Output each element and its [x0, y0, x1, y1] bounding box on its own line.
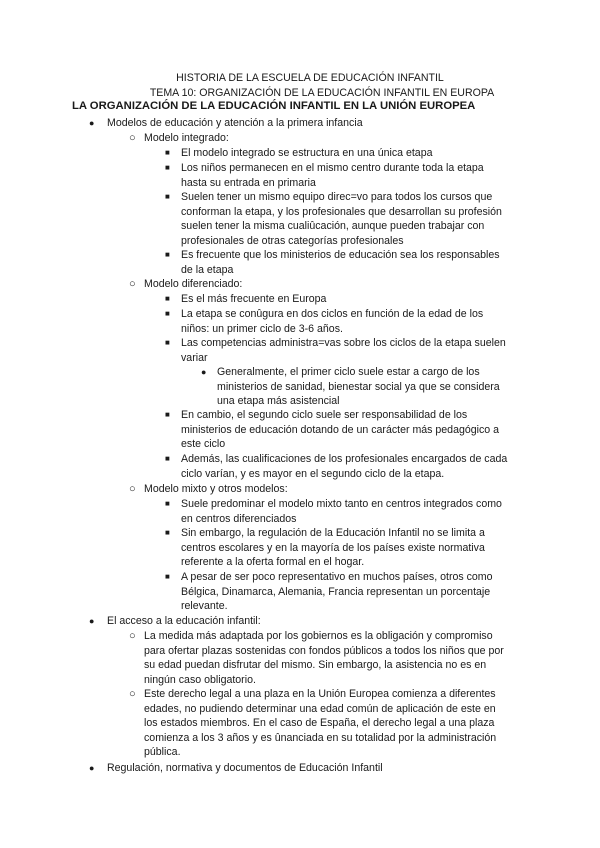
list-item-line: de la etapa [181, 263, 234, 276]
list-item-line: Las competencias administra=vas sobre los ciclos de la etapa suelen [181, 337, 506, 349]
list-item-text: Modelos de educación y atención a la primera infancia [107, 117, 363, 129]
square-bullet-icon: ■ [165, 148, 170, 157]
square-bullet-icon: ■ [165, 192, 170, 201]
square-bullet-icon: ■ [165, 499, 170, 508]
square-bullet-icon: ■ [165, 454, 170, 463]
square-bullet-icon: ■ [165, 250, 170, 259]
list-item-line: comienza a los 3 años y es ûnanciada en su totalidad por la administración [144, 731, 497, 744]
circle-bullet-icon: ○ [129, 132, 136, 144]
list-item-modelos [89, 116, 363, 131]
list-item-line: Bélgica, Dinamarca, Alemania, Francia representan un porcentaje [181, 585, 491, 598]
list-item-line: Este derecho legal a una plaza en la Unión Europea comienza a diferentes [144, 688, 496, 700]
circle-bullet-icon: ○ [129, 630, 136, 642]
list-item-text: Modelo mixto y otros modelos: [144, 483, 288, 495]
list-item [165, 408, 500, 452]
list-item-line: este ciclo [181, 438, 226, 451]
disc-bullet-icon: ● [201, 367, 207, 377]
list-item-modelo-integrado [129, 131, 229, 146]
list-item-text: Modelo integrado: [144, 132, 229, 144]
list-item-line: ministerios de sanidad, bienestar social ya que se considera [217, 380, 500, 393]
list-item-text: Regulación, normativa y documentos de Educación Infantil [107, 762, 383, 774]
list-item-line: referente a la oferta formal en el hogar. [181, 556, 365, 569]
list-item-line: hasta su entrada en primaria [181, 176, 316, 189]
list-item-line: Es frecuente que los ministerios de educación sea los responsables [181, 249, 500, 261]
disc-bullet-icon: ● [89, 763, 95, 773]
list-item-line: En cambio, el segundo ciclo suele ser responsabilidad de los [181, 409, 468, 421]
list-item [165, 161, 484, 190]
disc-bullet-icon: ● [89, 616, 95, 626]
list-item-line: Es el más frecuente en Europa [181, 293, 327, 305]
list-item-acceso [89, 614, 261, 629]
list-item-line: los estados miembros. En el caso de España, el derecho legal a una plaza [144, 717, 495, 730]
list-item-line: para ofertar plazas sostenidas con fondos públicos a todos los niños que por [144, 644, 504, 657]
list-item [165, 146, 433, 161]
list-item-line: su edad puedan disfrutar del mismo. Sin embargo, la asistencia no es en [144, 659, 487, 672]
list-item-line: en centros diferenciados [181, 512, 297, 525]
list-item-line: conforman la etapa, y los profesionales que desarrollan su profesión [181, 205, 502, 218]
square-bullet-icon: ■ [165, 572, 170, 581]
square-bullet-icon: ■ [165, 528, 170, 537]
topic-title: TEMA 10: ORGANIZACIÓN DE LA EDUCACIÓN INFANTIL EN EUROPA [149, 87, 495, 99]
square-bullet-icon: ■ [165, 338, 170, 347]
list-item-line: relevante. [181, 600, 228, 613]
list-item-text: El acceso a la educación infantil: [107, 615, 261, 627]
list-item-regulacion [89, 761, 383, 776]
list-item [165, 336, 506, 365]
list-item-line: El modelo integrado se estructura en una única etapa [181, 147, 433, 159]
list-item-line: Sin embargo, la regulación de la Educación Infantil no se limita a [181, 527, 485, 539]
list-item-line: Los niños permanecen en el mismo centro durante toda la etapa [181, 162, 484, 174]
list-item-line: Suele predominar el modelo mixto tanto en centros integrados como [181, 498, 502, 510]
list-item [165, 292, 327, 307]
square-bullet-icon: ■ [165, 410, 170, 419]
list-item-line: profesionales de otras categorías profesionales [181, 234, 404, 247]
list-item [165, 570, 493, 614]
list-item-line: una etapa más asistencial [217, 395, 340, 408]
list-item-line: edades, no pudiendo determinar una edad común de aplicación de este en [144, 702, 496, 715]
list-item [165, 526, 485, 570]
list-item-line: La medida más adaptada por los gobiernos es la obligación y compromiso [144, 630, 493, 642]
list-item-line: niños: un primer ciclo de 3-6 años. [181, 322, 343, 335]
list-item [129, 687, 497, 760]
list-item-sub [201, 365, 500, 409]
disc-bullet-icon: ● [89, 118, 95, 128]
list-item-line: ministerios de educación dotando de un carácter más pedagógico a [181, 423, 500, 436]
list-item-line: centros escolares y en la mayoría de los países existe normativa [181, 541, 485, 554]
list-item-text: Modelo diferenciado: [144, 278, 243, 290]
list-item-modelo-mixto [129, 482, 288, 497]
list-item-line: ningún caso obligatorio. [144, 673, 256, 686]
list-item [129, 629, 504, 687]
list-item-modelo-diferenciado [129, 277, 243, 292]
list-item-line: A pesar de ser poco representativo en muchos países, otros como [181, 571, 493, 583]
list-item [165, 497, 502, 526]
list-item [165, 248, 500, 277]
list-item [165, 452, 508, 481]
list-item [165, 307, 484, 336]
list-item-line: variar [181, 351, 208, 364]
list-item-line: Además, las cualificaciones de los profesionales encargados de cada [181, 453, 508, 465]
list-item-line: La etapa se conûgura en dos ciclos en función de la edad de los [181, 308, 484, 320]
list-item-line: ciclo varían, y es mayor en el segundo ciclo de la etapa. [181, 467, 445, 480]
square-bullet-icon: ■ [165, 294, 170, 303]
circle-bullet-icon: ○ [129, 278, 136, 290]
list-item-line: pública. [144, 746, 181, 759]
list-item-line: suelen tener la misma cualiûcación, aunque pueden trabajar con [181, 220, 485, 233]
square-bullet-icon: ■ [165, 309, 170, 318]
section-title: LA ORGANIZACIÓN DE LA EDUCACIÓN INFANTIL EN LA UNIÓN EUROPEA [72, 100, 476, 112]
list-item-line: Suelen tener un mismo equipo direc=vo para todos los cursos que [181, 191, 493, 203]
square-bullet-icon: ■ [165, 163, 170, 172]
circle-bullet-icon: ○ [129, 688, 136, 700]
circle-bullet-icon: ○ [129, 483, 136, 495]
course-title: HISTORIA DE LA ESCUELA DE EDUCACIÓN INFANTIL [176, 72, 444, 84]
list-item-line: Generalmente, el primer ciclo suele estar a cargo de los [217, 366, 480, 378]
list-item [165, 190, 502, 248]
